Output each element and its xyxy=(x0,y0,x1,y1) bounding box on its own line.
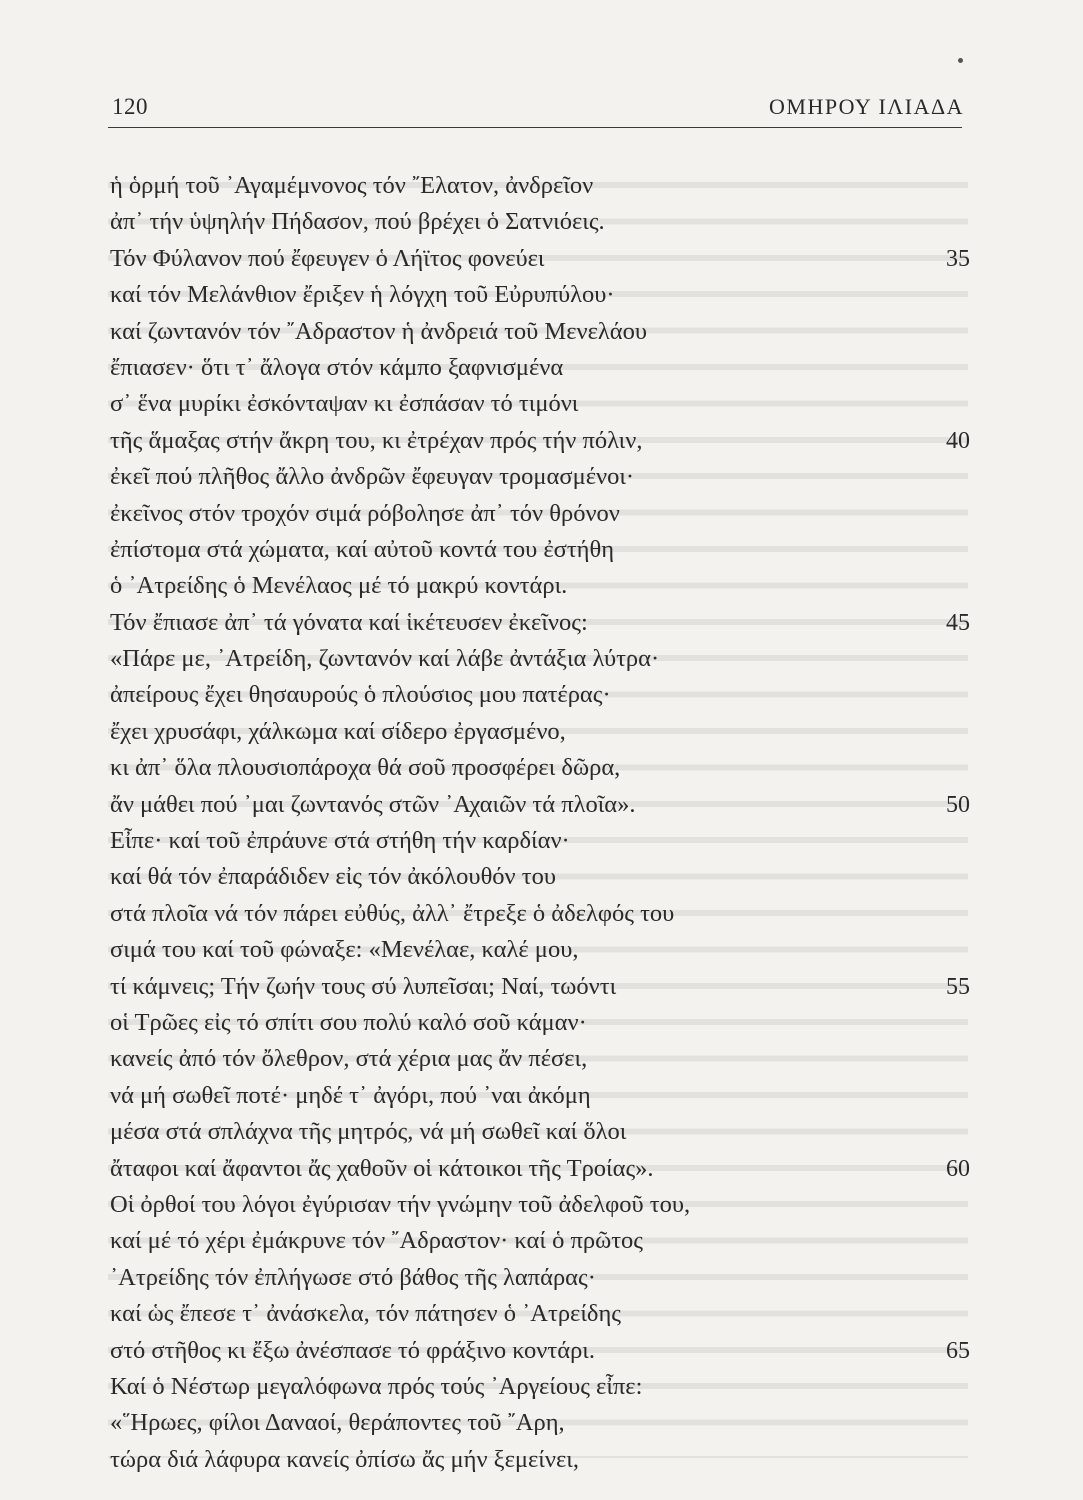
verse-text: «Πάρε με, ᾿Ατρείδη, ζωντανόν καί λάβε ἀντάξια λύτρα· xyxy=(110,645,660,673)
verse-line xyxy=(110,496,970,532)
verse-text: ἀπ᾿ τήν ὑψηλήν Πήδασον, πού βρέχει ὁ Σατνιόεις. xyxy=(110,208,605,236)
verse-line xyxy=(110,1369,970,1405)
verse-text: καί θά τόν ἐπαράδιδεν εἰς τόν ἀκόλουθόν του xyxy=(110,863,556,891)
page-number: 120 xyxy=(112,94,148,119)
verse-text: ἐπίστομα στά χώματα, καί αὐτοῦ κοντά του ἐστήθη xyxy=(110,535,615,563)
verse-line xyxy=(110,1114,970,1150)
line-number: 60 xyxy=(946,1155,970,1182)
verse-line xyxy=(110,277,970,313)
verse-line xyxy=(110,423,970,459)
verse-text: στό στῆθος κι ἔξω ἀνέσπασε τό φράξινο κοντάρι. xyxy=(110,1336,596,1364)
verse-line xyxy=(110,1442,970,1478)
verse-line xyxy=(110,568,970,604)
line-number: 55 xyxy=(946,973,970,1000)
verse-text: οἱ Τρῶες εἰς τό σπίτι σου πολύ καλό σοῦ κάμαν· xyxy=(110,1008,587,1036)
verse-text: στά πλοῖα νά τόν πάρει εὐθύς, ἀλλ᾿ ἔτρεξε ὁ ἀδελφός του xyxy=(110,899,675,927)
verse-line xyxy=(110,1151,970,1187)
line-number: 50 xyxy=(946,791,970,818)
header-rule xyxy=(108,127,962,128)
verse-line xyxy=(110,969,970,1005)
verse-line xyxy=(110,787,970,823)
verse-text: «῞Ηρωες, φίλοι Δαναοί, θεράποντες τοῦ ῎Αρη, xyxy=(110,1409,565,1437)
verse-line xyxy=(110,1223,970,1259)
poem-text xyxy=(110,168,970,1478)
verse-line xyxy=(110,1041,970,1077)
verse-text: καί μέ τό χέρι ἐμάκρυνε τόν ῎Αδραστον· καί ὁ πρῶτος xyxy=(110,1227,644,1255)
page-header xyxy=(108,88,964,128)
verse-line xyxy=(110,677,970,713)
verse-line xyxy=(110,314,970,350)
verse-text: νά μή σωθεῖ ποτέ· μηδέ τ᾿ ἀγόρι, πού ᾿ναι ἀκόμη xyxy=(110,1081,591,1109)
verse-text: ἡ ὁρμή τοῦ ᾿Αγαμέμνονος τόν ῎Ελατον, ἀνδρεῖον xyxy=(110,172,594,199)
running-title: ΟΜΗΡΟΥ ΙΛΙΑΔΑ xyxy=(769,94,964,119)
verse-line xyxy=(110,1296,970,1332)
verse-line xyxy=(110,641,970,677)
verse-line xyxy=(110,823,970,859)
verse-text: κι ἀπ᾿ ὅλα πλουσιοπάροχα θά σοῦ προσφέρει δῶρα, xyxy=(110,754,621,782)
verse-text: Τόν ἔπιασε ἀπ᾿ τά γόνατα καί ἱκέτευσεν ἐκεῖνος: xyxy=(110,608,588,636)
verse-text: κανείς ἀπό τόν ὄλεθρον, στά χέρια μας ἄν πέσει, xyxy=(110,1045,588,1073)
verse-line xyxy=(110,1405,970,1441)
verse-text: ᾿Ατρείδης τόν ἐπλήγωσε στό βάθος τῆς λαπάρας· xyxy=(110,1263,596,1291)
verse-text: ὁ ᾿Ατρείδης ὁ Μενέλαος μέ τό μακρύ κοντάρι. xyxy=(110,572,568,600)
verse-text: ἐκεῖ πού πλῆθος ἄλλο ἀνδρῶν ἔφευγαν τρομασμένοι· xyxy=(110,463,635,491)
verse-text: τί κάμνεις; Τήν ζωήν τους σύ λυπεῖσαι; Ναί, τωόντι xyxy=(110,972,617,1000)
verse-line xyxy=(110,459,970,495)
ink-speck xyxy=(958,58,963,63)
verse-line xyxy=(110,859,970,895)
verse-text: σιμά του καί τοῦ φώναξε: «Μενέλαε, καλέ μου, xyxy=(110,936,579,964)
verse-text: καί τόν Μελάνθιον ἔριξεν ἡ λόγχη τοῦ Εὐρυπύλου· xyxy=(110,281,615,309)
verse-line xyxy=(110,1333,970,1369)
verse-text: σ᾿ ἕνα μυρίκι ἐσκόνταψαν κι ἐσπάσαν τό τιμόνι xyxy=(110,390,579,418)
verse-line xyxy=(110,932,970,968)
verse-line xyxy=(110,241,970,277)
line-number: 65 xyxy=(946,1337,970,1364)
verse-line xyxy=(110,386,970,422)
verse-line xyxy=(110,605,970,641)
verse-line xyxy=(110,1187,970,1223)
verse-text: τώρα διά λάφυρα κανείς ὀπίσω ἄς μήν ξεμείνει, xyxy=(110,1445,579,1473)
verse-text: ἄν μάθει πού ᾿μαι ζωντανός στῶν ᾿Αχαιῶν τά πλοῖα». xyxy=(110,790,636,818)
verse-text: Τόν Φύλανον πού ἔφευγεν ὁ Λήϊτος φονεύει xyxy=(110,244,545,272)
verse-line xyxy=(110,204,970,240)
line-number: 40 xyxy=(946,427,970,454)
verse-line xyxy=(110,896,970,932)
verse-text: καί ζωντανόν τόν ῎Αδραστον ἡ ἀνδρειά τοῦ Μενελάου xyxy=(110,317,647,345)
verse-text: Οἱ ὀρθοί του λόγοι ἐγύρισαν τήν γνώμην τοῦ ἀδελφοῦ του, xyxy=(110,1190,691,1218)
verse-line xyxy=(110,350,970,386)
verse-line xyxy=(110,168,970,204)
verse-line xyxy=(110,1078,970,1114)
verse-line xyxy=(110,1005,970,1041)
verse-text: ἔχει χρυσάφι, χάλκωμα καί σίδερο ἐργασμένο, xyxy=(110,717,566,745)
verse-line xyxy=(110,1260,970,1296)
verse-text: καί ὡς ἔπεσε τ᾿ ἀνάσκελα, τόν πάτησεν ὁ ᾿Ατρείδης xyxy=(110,1300,621,1328)
verse-line xyxy=(110,714,970,750)
verse-text: τῆς ἅμαξας στήν ἄκρη του, κι ἐτρέχαν πρός τήν πόλιν, xyxy=(110,426,643,454)
verse-text: Καί ὁ Νέστωρ μεγαλόφωνα πρός τούς ᾿Αργείους εἶπε: xyxy=(110,1372,643,1400)
verse-line xyxy=(110,750,970,786)
verse-text: ἔπιασεν· ὅτι τ᾿ ἄλογα στόν κάμπο ξαφνισμένα xyxy=(110,353,564,381)
verse-text: μέσα στά σπλάχνα τῆς μητρός, νά μή σωθεῖ καί ὅλοι xyxy=(110,1118,627,1146)
verse-line xyxy=(110,532,970,568)
verse-text: ἀπείρους ἔχει θησαυρούς ὁ πλούσιος μου πατέρας· xyxy=(110,681,611,709)
line-number: 35 xyxy=(946,245,970,272)
line-number: 45 xyxy=(946,609,970,636)
verse-text: Εἶπε· καί τοῦ ἐπράυνε στά στήθη τήν καρδίαν· xyxy=(110,827,570,855)
verse-text: ἐκεῖνος στόν τροχόν σιμά ρόβολησε ἀπ᾿ τόν θρόνον xyxy=(110,499,620,527)
verse-text: ἄταφοι καί ἄφαντοι ἄς χαθοῦν οἱ κάτοικοι τῆς Τροίας». xyxy=(110,1154,654,1182)
